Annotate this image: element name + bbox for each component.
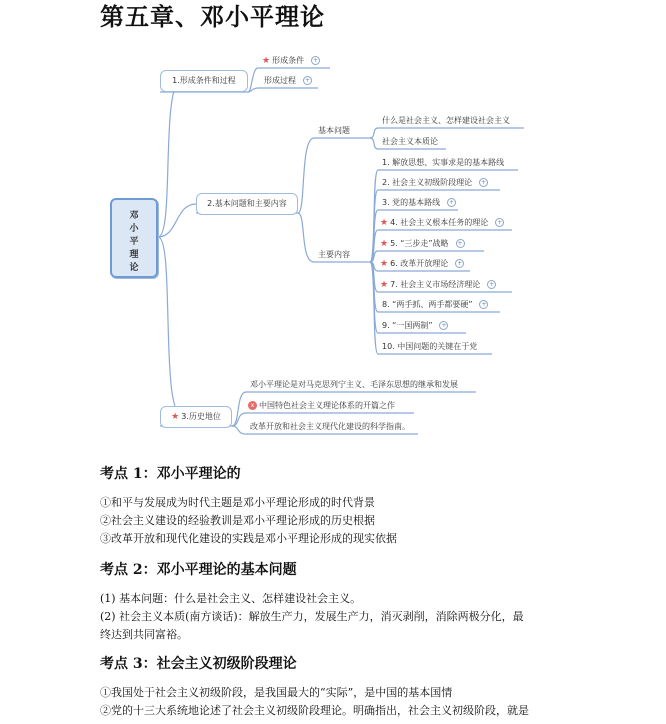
node-main-item[interactable]: ★ 4. 社会主义根本任务的理论 +	[380, 218, 503, 228]
node-basic-item[interactable]: 什么是社会主义、怎样建设社会主义	[382, 116, 510, 125]
node-main-item[interactable]: 10. 中国问题的关键在于党	[382, 342, 478, 351]
branch-basic-content[interactable]: 2.基本问题和主要内容	[196, 193, 298, 215]
expand-plus-icon[interactable]: +	[497, 219, 503, 226]
section-body: (1) 基本问题：什么是社会主义、怎样建设社会主义。 (2) 社会主义本质(南方谈话)：解放生产力，发展生产力，消灭剥削，消除两极分化，最 终达到共同富裕。	[100, 592, 524, 641]
section-heading: 考点 3：社会主义初级阶段理论	[100, 656, 297, 672]
node-main-item[interactable]: 1. 解放思想、实事求是的基本路线	[382, 158, 505, 167]
branch-historical-status[interactable]: ★ 3.历史地位	[160, 406, 232, 428]
expand-plus-icon[interactable]: +	[481, 301, 487, 308]
node-formation-conditions[interactable]: ★ 形成条件 +	[262, 56, 319, 66]
star-icon: ★	[380, 259, 389, 269]
section-heading: 考点 2：邓小平理论的基本问题	[100, 562, 297, 578]
expand-plus-icon[interactable]: +	[457, 260, 463, 267]
node-main-item[interactable]: ★ 6. 改革开放理论 +	[380, 259, 463, 269]
node-main-item[interactable]: 3. 党的基本路线 +	[382, 198, 455, 207]
expand-plus-icon[interactable]: +	[304, 77, 311, 84]
node-main-item[interactable]: 2. 社会主义初级阶段理论 +	[382, 178, 487, 187]
node-main-item[interactable]: ★ 5. “三步走”战略 +	[380, 239, 463, 249]
section-body: ①和平与发展成为时代主题是邓小平理论形成的时代背景 ②社会主义建设的经验教训是邓小平理论形成的历史根据 ③改革开放和现代化建设的实践是邓小平理论形成的现实依据	[100, 496, 397, 545]
node-history-item[interactable]: 改革开放和社会主义现代化建设的科学指南。	[250, 422, 410, 431]
expand-plus-icon[interactable]: +	[441, 322, 447, 329]
node-history-item[interactable]: x 中国特色社会主义理论体系的开篇之作	[248, 400, 395, 412]
node-history-item[interactable]: 邓小平理论是对马克思列宁主义、毛泽东思想的继承和发展	[250, 380, 458, 389]
page-title: 第五章、邓小平理论	[100, 2, 325, 31]
star-icon: ★	[262, 56, 271, 66]
node-formation-process[interactable]: 形成过程 +	[264, 76, 311, 85]
expand-plus-icon[interactable]: +	[489, 281, 495, 288]
node-main-item[interactable]: 8. “两手抓、两手都要硬” +	[382, 300, 487, 309]
node-main-item[interactable]: ★ 7. 社会主义市场经济理论 +	[380, 280, 495, 290]
node-basic-item[interactable]: 社会主义本质论	[382, 137, 438, 146]
star-icon: ★	[171, 412, 180, 422]
section-heading: 考点 1：邓小平理论的	[100, 466, 241, 482]
node-main-item[interactable]: 9. “一国两制” +	[382, 321, 447, 330]
mind-map-root: 邓 小 平 理 论	[110, 198, 158, 278]
expand-plus-icon[interactable]: +	[313, 57, 319, 64]
branch-formation[interactable]: 1.形成条件和过程	[160, 70, 248, 92]
node-main-content[interactable]: 主要内容	[318, 250, 350, 259]
expand-plus-icon[interactable]: +	[449, 199, 455, 206]
expand-plus-icon[interactable]: +	[481, 179, 487, 186]
expand-plus-icon[interactable]: +	[457, 240, 463, 247]
star-icon: ★	[380, 218, 389, 228]
node-basic-questions[interactable]: 基本问题	[318, 126, 350, 135]
red-badge-icon: x	[248, 401, 257, 410]
star-icon: ★	[380, 280, 389, 290]
section-body: ①我国处于社会主义初级阶段，是我国最大的“实际”，是中国的基本国情 ②党的十三大系统地论述了社会主义初级阶段理论。明确指出，社会主义初级阶段，就是	[100, 686, 529, 717]
star-icon: ★	[380, 239, 389, 249]
